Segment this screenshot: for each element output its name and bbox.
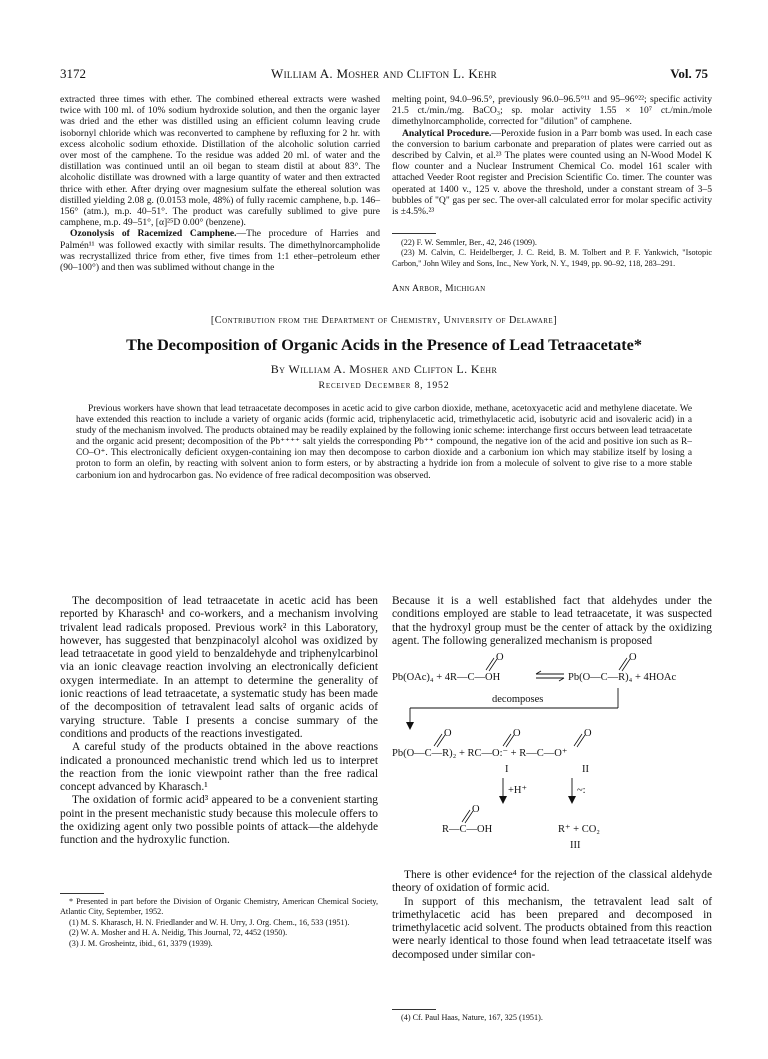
footnote-22: (22) F. W. Semmler, Ber., 42, 246 (1909). (401, 238, 537, 247)
arrowhead (406, 722, 414, 730)
reaction-scheme-svg (392, 650, 714, 860)
article-title: The Decomposition of Organic Acids in the Presence of Lead Tetraacetate* (126, 336, 642, 354)
abstract-text: Previous workers have shown that lead tetraacetate decomposes in acetic acid to give carbon dioxide, methane, acetoxyacetic acid and methylene diacetate. We have extended this reaction to include a variety of organic acids (formic acid, triphenylacetic acid, trimethylacetic acid, isobutyric acid and isovaleric acid) in a study of the mechanism involved. The products obtained may be readily explained by the following ionic scheme: interchange first occurs between lead tetraacetate and the organic acid present; decomposition of the Pb⁺⁺⁺⁺ salt yields the corresponding Pb⁺⁺ compound, the negative ion of the acid and positive ion such as R–CO–O⁺. This electronically deficient oxygen-containing ion may then decompose to carbon dioxide and a carbonium ion which may stabilize itself by losing a proton to form an olefin, by reacting with solvent anion to form esters, or by abstracting a hydride ion from a molecule of solvent to give rise to a more stable carbonium ion and hydrocarbon gas. No evidence of free radical decomposition was observed. (76, 404, 692, 481)
running-head (60, 66, 708, 84)
footnote-divider (392, 233, 436, 234)
carbonyl-bond (486, 658, 494, 670)
label-III: III (570, 840, 581, 851)
running-head-authors: William A. Mosher and Clifton L. Kehr (271, 66, 497, 81)
decomposition-products: Pb(O—C—R)₂ + RC—O:⁻ + R—C—O⁺ (392, 748, 568, 759)
label-II: II (582, 764, 589, 775)
products: Pb(O—C—R)₄ + 4HOAc (568, 672, 677, 683)
article-left-footnotes (60, 897, 378, 949)
footnote-1: (1) M. S. Kharasch, H. N. Friedlander and W. H. Urry, J. Org. Chem., 16, 533 (1951). (69, 917, 350, 927)
equilibrium-arrow (536, 671, 541, 674)
footnote-23: (23) M. Calvin, C. Heidelberger, J. C. Reid, B. M. Tolbert and P. F. Yankwich, "Isotopic Carbon," John Wiley and Sons, Inc., New York, N. Y., 1949, pp. 90–92, 118, 283–291. (392, 248, 712, 268)
equilibrium-arrow (559, 678, 564, 681)
analytical-paragraph (392, 128, 712, 218)
article-right-footnotes (392, 1013, 712, 1023)
carbonyl-bond (619, 658, 627, 670)
oxygen-label: O (629, 652, 637, 663)
analytical-heading: Analytical Procedure. (402, 127, 492, 139)
contribution-line: [Contribution from the Department of Chemistry, University of Delaware] (210, 315, 558, 326)
ozonolysis-text: —The procedure of Harries and Palmén¹¹ was followed exactly with similar results. The dimethylnorcampholide was recrystallized thrice from ether, five times from 1:1 ether–petroleum ether (90–100°) and then was sublimed without change in the (60, 228, 380, 274)
label-I: I (505, 764, 509, 775)
article-right-continued (392, 869, 712, 962)
abstract (76, 404, 692, 482)
footnote-divider (60, 893, 104, 894)
byline: By William A. Mosher and Clifton L. Kehr (270, 362, 498, 376)
reactants: Pb(OAc)₄ + 4R—C—OH (392, 672, 501, 683)
footnote-3: (3) J. M. Grosheintz, ibid., 61, 3379 (1939). (69, 938, 213, 948)
oxygen-label: O (584, 728, 592, 739)
received-date: Received December 8, 1952 (318, 380, 450, 391)
article-right-column (392, 595, 712, 648)
melting-point-paragraph: melting point, 94.0–96.5°, previously 96.0–96.5°¹¹ and 95–96°²²; specific activity 21.5 ct./min./mg. BaCO₃; sp. molar activity 1.55 × 10⁷ ct./min./mole dimethylnorcampholide, corrected for "dilution" of camphene. (392, 94, 712, 128)
prev-article-right-column (392, 94, 712, 217)
prev-article-paragraph: extracted three times with ether. The combined ethereal extracts were washed twice with 100 ml. of 10% sodium hydroxide solution, and then the organic layer was dried and the ether was distilled using an efficient column leaving crude isobornyl chloride which was reconverted to camphene by refluxing for 2 hr. with excess alcoholic sodium ethoxide. Distillation of the alcoholic solution carried over most of the camphene. To the residue was added 20 ml. of water and the distillation was continued until an oil began to steam distil at about 83°. The alcoholic distillate was drowned with a large quantity of water and then extracted thrice with ether. After drying over magnesium sulfate the ethereal solution was distilled yielding 2.08 g. (0.0153 mole, 48%) of fully racemic camphene, b.p. 146–156° (atm.), m.p. 40–51°. The product was carefully sublimed to give pure camphene, m.p. 49–51°, [α]²⁵D 0.00° (benzene). (60, 94, 380, 229)
tilde-label: ~: (577, 785, 586, 796)
carbonyl-bond (434, 734, 442, 746)
oxygen-label: O (496, 652, 504, 663)
carbonium-product: R⁺ + CO₂ (558, 824, 600, 835)
body-paragraph: A careful study of the products obtained in the above reactions indicated a pronounced mechanistic trend which led us to interpret the reaction from the ionic viewpoint rather than the free radical concept advanced by Kharasch.¹ (60, 741, 378, 794)
carbonyl-bond (503, 734, 511, 746)
footnote-2: (2) W. A. Mosher and H. A. Neidig, This Journal, 72, 4452 (1950). (69, 928, 288, 938)
footnote-4: (4) Cf. Paul Haas, Nature, 167, 325 (1951). (401, 1013, 543, 1022)
article-left-column (60, 595, 378, 848)
acid-product: R—C—OH (442, 824, 493, 835)
decomposes-label: decomposes (492, 694, 544, 705)
ozonolysis-paragraph (60, 228, 380, 273)
body-paragraph: In support of this mechanism, the tetravalent lead salt of trimethylacetic acid has been prepared and decomposed in trimethylacetic acid solvent. The products obtained from this reaction were nearly identical to those found when lead tetraacetate itself was decomposed under similar con- (392, 895, 712, 961)
prev-article-left-column (60, 94, 380, 273)
body-paragraph: The decomposition of lead tetraacetate in acetic acid has been reported by Kharasch¹ and co-workers, and a mechanism involving trivalent lead radicals proposed. Previous work² in this Laboratory, however, has suggested that benzpinacolyl alcohol was oxidized by lead tetraacetate in good yield to benzaldehyde and triphenylcarbinol via an ionic cleavage reaction involving an electronically deficient oxygen intermediate. In an attempt to determine the generality of ionic reactions of lead tetraacetate, a systematic study has been made of the decomposition of tetravalent lead salts of organic acids of varying structure. Table I presents a concise summary of the conditions and products of the reactions investigated. (60, 595, 378, 740)
page-number: 3172 (60, 66, 86, 81)
body-paragraph: There is other evidence⁴ for the rejection of the classical aldehyde theory of oxidation of formic acid. (392, 869, 712, 895)
oxygen-label: O (472, 804, 480, 815)
arrowhead (499, 796, 507, 804)
body-paragraph: Because it is a well established fact that aldehydes under the conditions employed are stable to lead tetraacetate, it was suspected that the hydroxyl group must be the center of attack by the oxidizing agent. The following generalized mechanism is proposed (392, 595, 712, 647)
footnote-divider (392, 1009, 436, 1010)
body-paragraph: The oxidation of formic acid³ appeared to be a convenient starting point in the present mechanistic study because this molecule offers to the oxidizing agent only two possible points of attack—the aldehyde function and the hydroxylic function. (60, 794, 378, 847)
carbonyl-bond (574, 734, 582, 746)
arrowhead (568, 796, 576, 804)
reaction-scheme (392, 650, 714, 860)
location: Ann Arbor, Michigan (392, 283, 486, 294)
oxygen-label: O (444, 728, 452, 739)
plus-h-label: +H⁺ (508, 785, 528, 796)
volume-number: Vol. 75 (670, 66, 708, 81)
footnote-star: * Presented in part before the Division of Organic Chemistry, American Chemical Society, Atlantic City, September, 1952. (60, 897, 378, 917)
oxygen-label: O (513, 728, 521, 739)
prev-article-footnotes (392, 238, 712, 269)
carbonyl-bond (462, 810, 470, 822)
analytical-text: —Peroxide fusion in a Parr bomb was used. In each case the conversion to barium carbonate and preparation of plates were carried out as described by Calvin, et al.²³ The plates were counted using an N-Wood Model K flow counter and a Nuclear Instrument Chemical Co. model 161 scaler with attached Veeder Root register and Precision Scientific Co. timer. The counter was operated at 1400 v., 125 v. above the threshold, under a constant stream of 3–5 bubbles of "Q" gas per sec. The over-all calculated error for molar specific activity is ±4.5%.²³ (392, 127, 712, 218)
ozonolysis-heading: Ozonolysis of Racemized Camphene. (70, 228, 237, 240)
